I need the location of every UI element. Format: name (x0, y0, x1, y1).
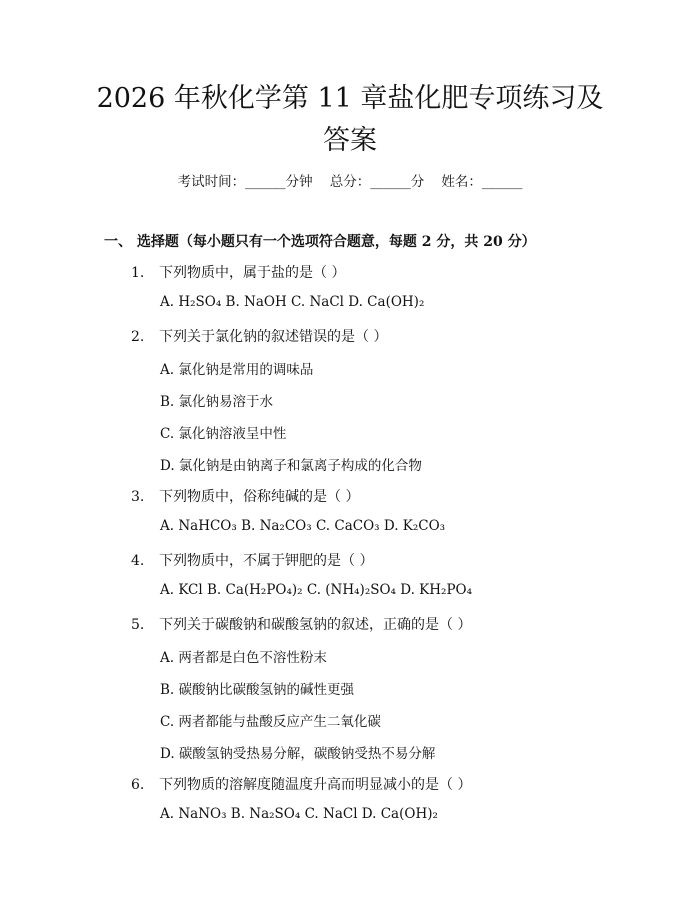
question-number: 1. (131, 265, 145, 281)
question-6-options: A. NaNO₃ B. Na₂SO₄ C. NaCl D. Ca(OH)₂ (160, 806, 438, 822)
question-5-option-c: C. 两者都能与盐酸反应产生二氧化碳 (160, 714, 381, 730)
question-2-option-b: B. 氯化钠易溶于水 (160, 394, 274, 410)
question-stem: 下列关于碳酸钠和碳酸氢钠的叙述，正确的是（ ） (159, 617, 472, 633)
question-2-option-d: D. 氯化钠是由钠离子和氯离子构成的化合物 (160, 458, 422, 474)
question-2-option-a: A. 氯化钠是常用的调味品 (160, 362, 314, 378)
question-2 (131, 326, 387, 346)
question-4 (131, 550, 373, 570)
question-6 (131, 774, 471, 794)
question-stem: 下列物质中，不属于钾肥的是（ ） (159, 553, 374, 569)
question-5 (131, 614, 471, 634)
question-3 (131, 486, 359, 506)
question-5-option-d: D. 碳酸氢钠受热易分解，碳酸钠受热不易分解 (160, 746, 436, 762)
question-number: 4. (131, 553, 145, 569)
section-heading: 一、 选择题（每小题只有一个选项符合题意，每题 2 分，共 20 分） (104, 234, 536, 250)
question-number: 2. (131, 329, 145, 345)
question-stem: 下列关于氯化钠的叙述错误的是（ ） (159, 329, 388, 345)
question-1-options: A. H₂SO₄ B. NaOH C. NaCl D. Ca(OH)₂ (160, 294, 425, 310)
question-5-option-b: B. 碳酸钠比碳酸氢钠的碱性更强 (160, 682, 355, 698)
question-stem: 下列物质中，俗称纯碱的是（ ） (159, 489, 360, 505)
document-title: 2026 年秋化学第 11 章盐化肥专项练习及答案 (96, 83, 604, 156)
question-number: 6. (131, 777, 145, 793)
question-3-options: A. NaHCO₃ B. Na₂CO₃ C. CaCO₃ D. K₂CO₃ (160, 518, 446, 534)
question-4-options: A. KCl B. Ca(H₂PO₄)₂ C. (NH₄)₂SO₄ D. KH₂PO₄ (160, 582, 473, 598)
question-2-option-c: C. 氯化钠溶液呈中性 (160, 426, 287, 442)
exam-info-line: 考试时间：______分钟 总分：______分 姓名：______ (177, 174, 523, 190)
question-number: 5. (131, 617, 145, 633)
question-stem: 下列物质的溶解度随温度升高而明显减小的是（ ） (159, 777, 472, 793)
question-1 (131, 262, 345, 282)
question-5-option-a: A. 两者都是白色不溶性粉末 (160, 650, 327, 666)
question-stem: 下列物质中，属于盐的是（ ） (159, 265, 346, 281)
question-number: 3. (131, 489, 145, 505)
